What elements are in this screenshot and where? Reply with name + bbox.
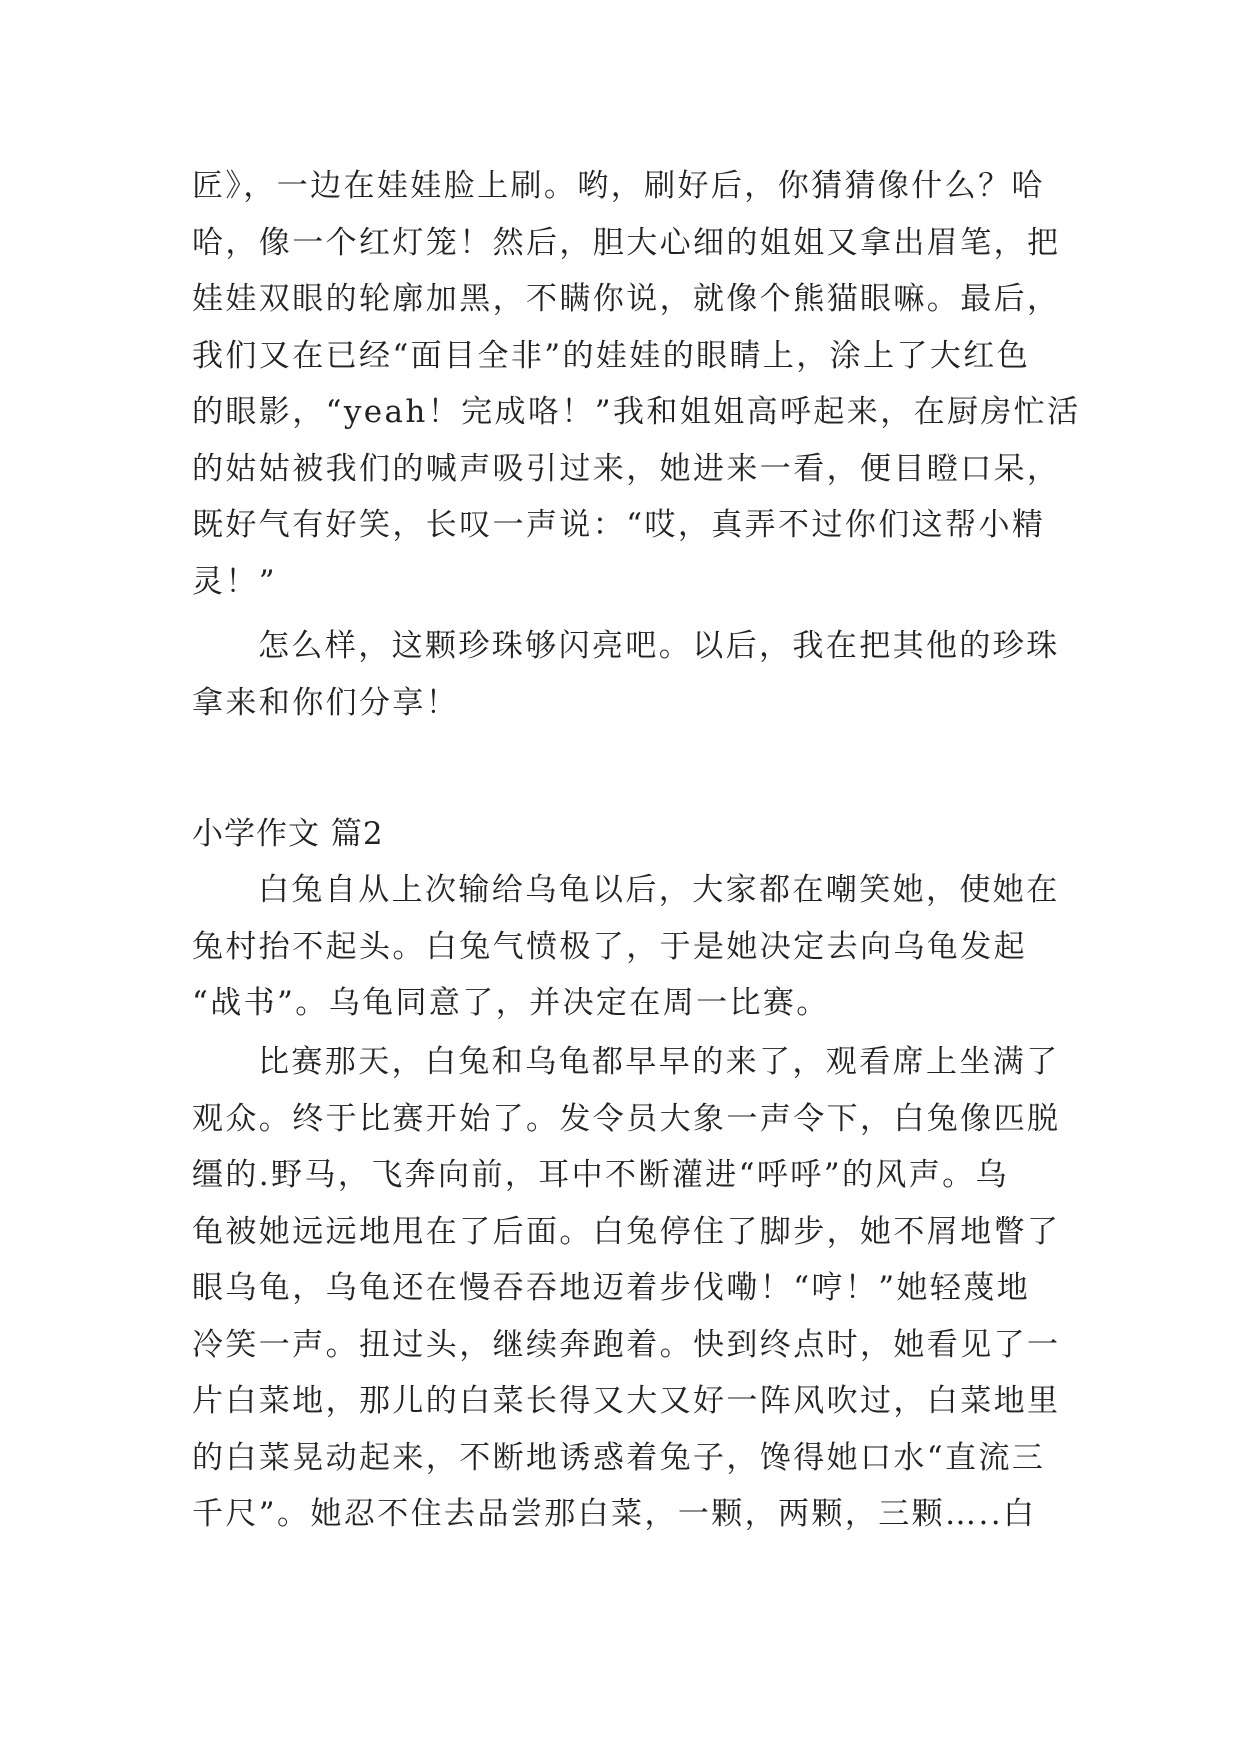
text-line: 怎么样，这颗珍珠够闪亮吧。以后，我在把其他的珍珠 bbox=[258, 628, 1060, 664]
text-line: 千尺”。她忍不住去品尝那白菜，一颗，两颗，三颗…..白 bbox=[192, 1496, 1037, 1532]
text-line: 哈，像一个红灯笼！然后，胆大心细的姐姐又拿出眉笔，把 bbox=[192, 224, 1061, 261]
text-line: 观众。终于比赛开始了。发令员大象一声令下，白兔像匹脱 bbox=[192, 1100, 1061, 1137]
text-line: 白兔自从上次输给乌龟以后，大家都在嘲笑她，使她在 bbox=[258, 872, 1060, 908]
text-line: 娃娃双眼的轮廓加黑，不瞒你说，就像个熊猫眼嘛。最后， bbox=[192, 281, 1061, 317]
text-line: 比赛那天，白兔和乌龟都早早的来了，观看席上坐满了 bbox=[258, 1044, 1060, 1080]
text-line: 拿来和你们分享！ bbox=[192, 684, 460, 721]
text-line: 既好气有好笑，长叹一声说：“哎，真弄不过你们这帮小精 bbox=[192, 507, 1046, 543]
text-line: 我们又在已经“面目全非”的娃娃的眼睛上，涂上了大红色 bbox=[192, 337, 1031, 374]
essay2-paragraph-1 bbox=[192, 862, 1072, 1032]
text-line: 兔村抬不起头。白兔气愤极了，于是她决定去向乌龟发起 bbox=[192, 928, 1027, 965]
text-line: 眼乌龟，乌龟还在慢吞吞地迈着步伐嘞！“哼！”她轻蔑地 bbox=[192, 1270, 1031, 1306]
text-line: 的眼影，“yeah！完成咯！”我和姐姐高呼起来，在厨房忙活 bbox=[192, 394, 1081, 430]
text-line: 的姑姑被我们的喊声吸引过来，她进来一看，便目瞪口呆， bbox=[192, 450, 1061, 487]
text-line: 匠》，一边在娃娃脸上刷。哟，刷好后，你猜猜像什么？哈 bbox=[192, 168, 1045, 204]
text-line: 龟被她远远地甩在了后面。白兔停住了脚步，她不屑地瞥了 bbox=[192, 1213, 1061, 1250]
text-line: 灵！” bbox=[192, 563, 278, 600]
text-line: 缰的.野马，飞奔向前，耳中不断灌进“呼呼”的风声。乌 bbox=[192, 1157, 1009, 1193]
essay-heading: 小学作文 篇2 bbox=[192, 816, 384, 852]
text-line: “战书”。乌龟同意了，并决定在周一比赛。 bbox=[192, 985, 830, 1021]
text-line: 的白菜晃动起来，不断地诱惑着兔子，馋得她口水“直流三 bbox=[192, 1439, 1046, 1476]
text-line: 片白菜地，那儿的白菜长得又大又好一阵风吹过，白菜地里 bbox=[192, 1383, 1061, 1419]
paragraph-continued bbox=[192, 158, 1081, 610]
essay2-paragraph-2 bbox=[192, 1034, 1072, 1543]
paragraph-closing bbox=[192, 618, 1072, 731]
text-line: 冷笑一声。扭过头，继续奔跑着。快到终点时，她看见了一 bbox=[192, 1326, 1061, 1363]
